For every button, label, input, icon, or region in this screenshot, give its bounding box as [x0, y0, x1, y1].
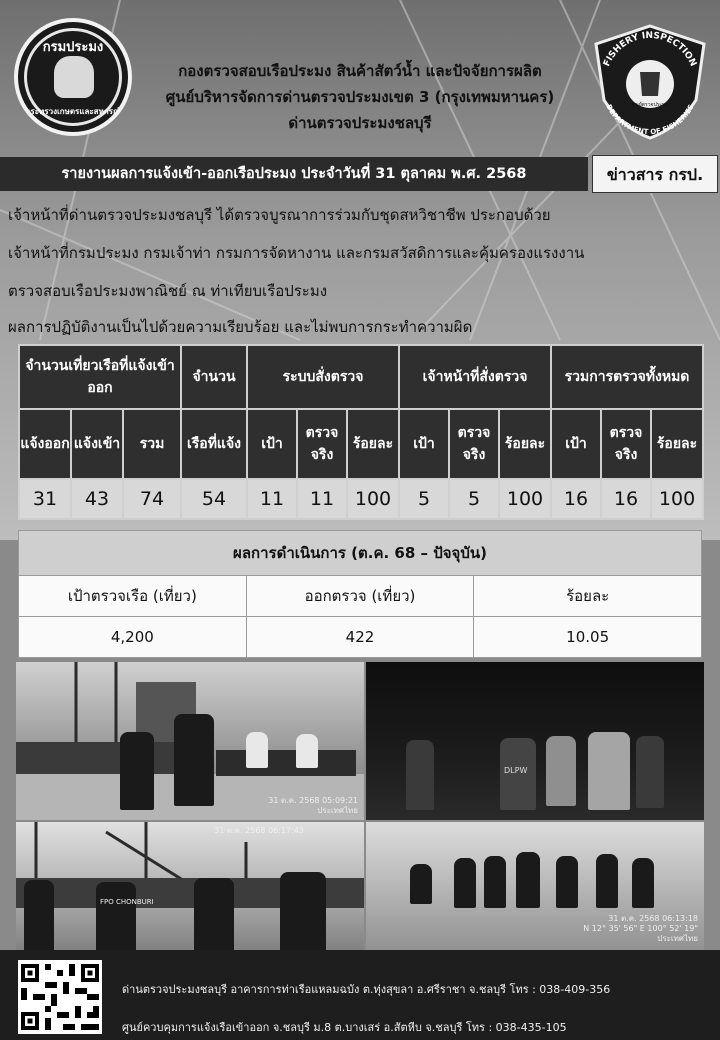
col-header-total-target: เป้า: [551, 409, 601, 479]
value-in: 43: [71, 479, 123, 519]
header-title-line-2: ศูนย์บริหารจัดการด่านตรวจประมงเขต 3 (กรุงเทพมหานคร): [165, 88, 555, 106]
photo-3-timestamp: 31 ต.ค. 2568 06:17:43: [214, 826, 304, 835]
photo-night-inspection: [366, 662, 704, 820]
results-value-percent: 10.05: [474, 617, 702, 658]
seal-emblem-icon: [54, 56, 94, 98]
fishery-inspection-badge-logo: [588, 22, 712, 142]
photo-4-timestamp: 31 ต.ค. 2568 06:13:18 N 12° 35' 56" E 100° 52' 19" ประเทศไทย: [583, 914, 698, 943]
col-header-boats: เรือที่แจ้ง: [181, 409, 247, 479]
badge-top-text: FISHERY INSPECTION: [602, 30, 698, 69]
photo-boat-inspection: [16, 822, 364, 958]
value-system-actual: 11: [297, 479, 347, 519]
col-header-total-percent: ร้อยละ: [651, 409, 703, 479]
col-header-system-target: เป้า: [247, 409, 297, 479]
col-header-sum: รวม: [123, 409, 181, 479]
results-value-inspected: 422: [246, 617, 474, 658]
results-table: [18, 530, 702, 658]
header-title-block: [140, 58, 580, 136]
group-header-officer: เจ้าหน้าที่สั่งตรวจ: [399, 345, 551, 409]
header: [0, 0, 720, 150]
value-officer-actual: 5: [449, 479, 499, 519]
col-header-officer-target: เป้า: [399, 409, 449, 479]
department-of-fisheries-seal-logo: [14, 18, 132, 136]
results-value-target: 4,200: [19, 617, 247, 658]
header-title-line-1: กองตรวจสอบเรือประมง สินค้าสัตว์น้ำ และปัจจัยการผลิต: [178, 62, 542, 80]
value-officer-percent: 100: [499, 479, 551, 519]
results-header-percent: ร้อยละ: [474, 576, 702, 617]
group-header-system: ระบบสั่งตรวจ: [247, 345, 399, 409]
seal-bottom-text: กระทรวงเกษตรและสหกรณ์: [25, 107, 121, 116]
seal-top-text: กรมประมง: [42, 40, 104, 55]
footer-contact-line-2: ศูนย์ควบคุมการแจ้งเรือเข้าออก จ.ชลบุรี ม.8 ต.บางเสร่ อ.สัตหีบ จ.ชลบุรี โทร : 038-435-105: [122, 1021, 567, 1034]
col-header-officer-actual: ตรวจจริง: [449, 409, 499, 479]
col-header-system-actual: ตรวจจริง: [297, 409, 347, 479]
body-line-4: ผลการปฏิบัติงานเป็นไปด้วยความเรียบร้อย และไม่พบการกระทำความผิด: [8, 318, 473, 336]
photo-2-vest-label: DLPW: [504, 766, 528, 775]
results-caption: ผลการดำเนินการ (ต.ค. 68 – ปัจจุบัน): [19, 531, 702, 576]
news-label: ข่าวสาร กรป.: [592, 155, 718, 193]
body-line-1: เจ้าหน้าที่ด่านตรวจประมงชลบุรี ได้ตรวจบูรณาการร่วมกับชุดสหวิชาชีพ ประกอบด้วย: [8, 206, 551, 224]
daily-stats-table: [18, 344, 704, 520]
value-out: 31: [19, 479, 71, 519]
col-header-out: แจ้งออก: [19, 409, 71, 479]
value-system-percent: 100: [347, 479, 399, 519]
header-title-line-3: ด่านตรวจประมงชลบุรี: [288, 114, 432, 132]
col-header-total-actual: ตรวจจริง: [601, 409, 651, 479]
body-line-3: ตรวจสอบเรือประมงพาณิชย์ ณ ท่าเทียบเรือประมง: [8, 282, 328, 300]
value-boats: 54: [181, 479, 247, 519]
footer-contact-line-1: ด่านตรวจประมงชลบุรี อาคารการท่าเรือแหลมฉบัง ต.ทุ่งสุขลา อ.ศรีราชา จ.ชลบุรี โทร : 038-409-356: [122, 983, 611, 996]
value-system-target: 11: [247, 479, 297, 519]
badge-center-text: ศูนย์ตรวจประมง: [632, 102, 668, 108]
group-header-trips: จำนวนเที่ยวเรือที่แจ้งเข้าออก: [19, 345, 181, 409]
value-total-percent: 100: [651, 479, 703, 519]
badge-bottom-text: DEPARTMENT OF FISHERIES: [604, 103, 696, 137]
value-officer-target: 5: [399, 479, 449, 519]
value-total-target: 16: [551, 479, 601, 519]
col-header-in: แจ้งเข้า: [71, 409, 123, 479]
results-header-target: เป้าตรวจเรือ (เที่ยว): [19, 576, 247, 617]
group-header-count: จำนวน: [181, 345, 247, 409]
photo-1-timestamp: 31 ต.ค. 2568 05:09:21 ประเทศไทย: [268, 796, 358, 815]
col-header-officer-percent: ร้อยละ: [499, 409, 551, 479]
photo-crew-group: [366, 822, 704, 958]
col-header-system-percent: ร้อยละ: [347, 409, 399, 479]
photo-pier-inspection: [16, 662, 364, 820]
value-total-actual: 16: [601, 479, 651, 519]
qr-code-icon[interactable]: [18, 960, 102, 1034]
body-line-2: เจ้าหน้าที่กรมประมง กรมเจ้าท่า กรมการจัดหางาน และกรมสวัสดิการและคุ้มครองแรงงาน: [8, 244, 585, 262]
value-sum: 74: [123, 479, 181, 519]
group-header-total: รวมการตรวจทั้งหมด: [551, 345, 703, 409]
photo-3-vest-label: FPO CHONBURI: [100, 898, 154, 906]
report-title-banner: รายงานผลการแจ้งเข้า-ออกเรือประมง ประจำวันที่ 31 ตุลาคม พ.ศ. 2568: [0, 157, 588, 191]
results-header-inspected: ออกตรวจ (เที่ยว): [246, 576, 474, 617]
